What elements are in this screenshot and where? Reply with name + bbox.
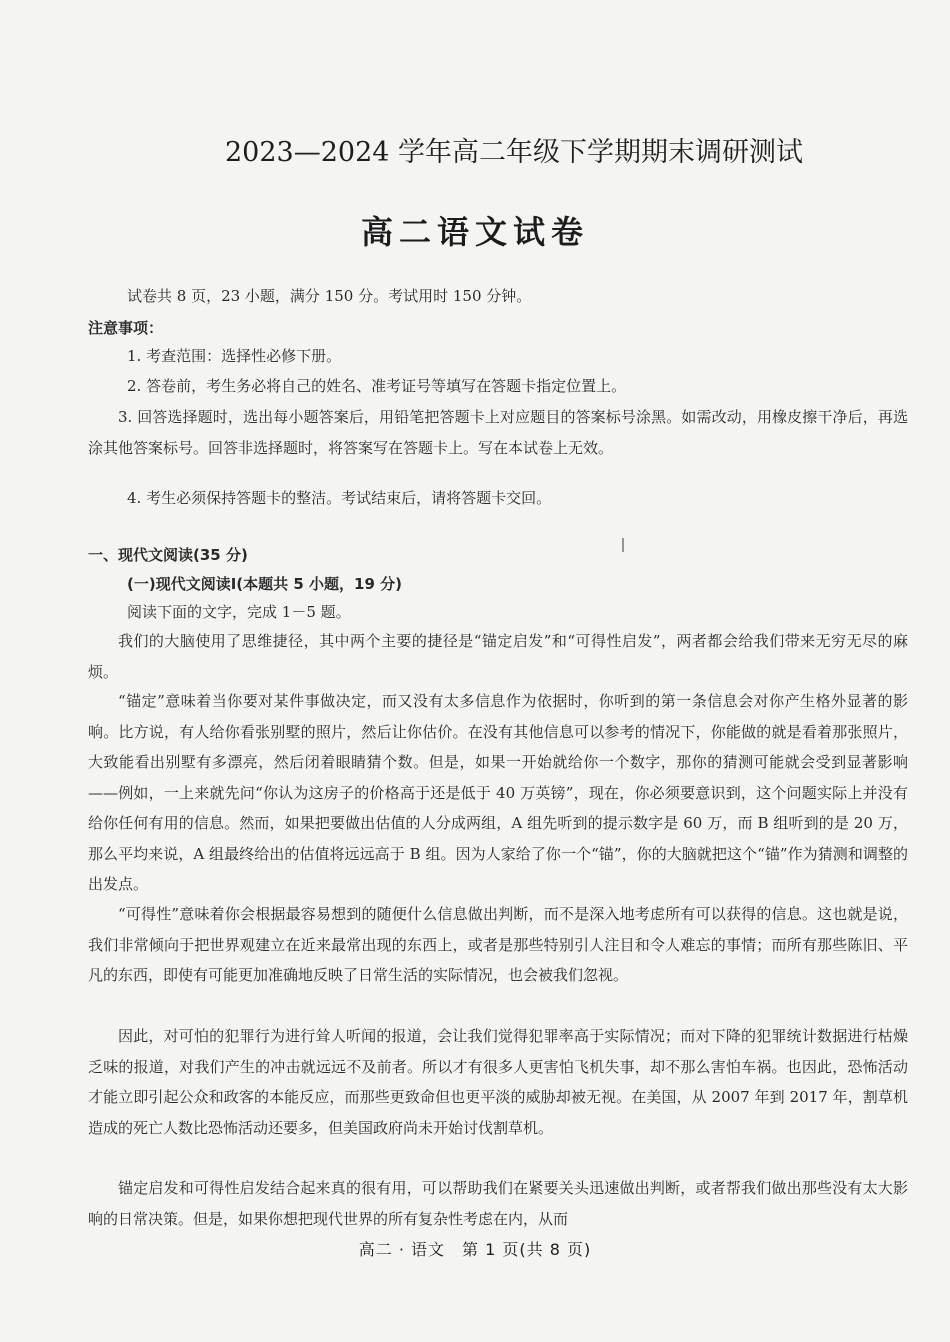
scan-speck	[622, 538, 624, 552]
reading-paragraph: “锚定”意味着当你要对某件事做决定，而又没有太多信息作为依据时，你听到的第一条信息会对你产生格外显著的影响。比方说，有人给你看张别墅的照片，然后让你估价。在没有其他信息可以参考的情况下，你能做的就是看着那张照片，大致能看出别墅有多漂亮，然后闭着眼睛猜个数。但是，如果一开始就给你一个数字，那你的猜测可能就会受到显著影响——例如，一上来就先问“你认为这房子的价格高于还是低于 40 万英镑”，现在，你必须要意识到，这个问题实际上并没有给你任何有用的信息。然而，如果把要做出估值的人分成两组，A 组先听到的提示数字是 60 万，而 B 组听到的是 20 万，那么平均来说，A 组最终给出的估值将远远高于 B 组。因为人家给了你一个“锚”，你的大脑就把这个“锚”作为猜测和调整的出发点。	[88, 692, 908, 893]
reading-paragraph: “可得性”意味着你会根据最容易想到的随便什么信息做出判断，而不是深入地考虑所有可以获得的信息。这也就是说，我们非常倾向于把世界观建立在近来最常出现的东西上，或者是那些特别引人注目和令人难忘的事情；而所有那些陈旧、平凡的东西，即使有可能更加准确地反映了日常生活的实际情况，也会被我们忽视。	[88, 905, 908, 984]
notice-item: 1. 考查范围：选择性必修下册。	[127, 347, 342, 365]
reading-paragraph: 因此，对可怕的犯罪行为进行耸人听闻的报道，会让我们觉得犯罪率高于实际情况；而对下降的犯罪统计数据进行枯燥乏味的报道，对我们产生的冲击就远远不及前者。所以才有很多人更害怕飞机失事，却不那么害怕车祸。也因此，恐怖活动才能立即引起公众和政客的本能反应，而那些更致命但也更平淡的威胁却被无视。在美国，从 2007 年到 2017 年，割草机造成的死亡人数比恐怖活动还要多，但美国政府尚未开始讨伐割草机。	[88, 1027, 908, 1137]
reading-paragraph: 我们的大脑使用了思维捷径，其中两个主要的捷径是“锚定启发”和“可得性启发”，两者都会给我们带来无穷无尽的麻烦。	[88, 632, 908, 681]
paper-title: 高二语文试卷	[360, 213, 589, 251]
notice-heading: 注意事项：	[88, 319, 164, 337]
notice-item: 4. 考生必须保持答题卡的整洁。考试结束后，请将答题卡交回。	[127, 489, 552, 507]
exam-intro: 试卷共 8 页，23 小题，满分 150 分。考试用时 150 分钟。	[127, 287, 532, 305]
section-heading: 一、现代文阅读(35 分)	[88, 546, 248, 564]
reading-instruction: 阅读下面的文字，完成 1－5 题。	[127, 603, 351, 621]
section-subheading: (一)现代文阅读Ⅰ(本题共 5 小题，19 分)	[127, 575, 402, 593]
exam-title: 2023—2024 学年高二年级下学期期末调研测试	[225, 137, 804, 168]
notice-item: 2. 答卷前，考生务必将自己的姓名、准考证号等填写在答题卡指定位置上。	[127, 377, 627, 395]
reading-paragraph: 锚定启发和可得性启发结合起来真的很有用，可以帮助我们在紧要关头迅速做出判断，或者帮我们做出那些没有太大影响的日常决策。但是，如果你想把现代世界的所有复杂性考虑在内，从而	[88, 1179, 908, 1228]
notice-item: 3. 回答选择题时，选出每小题答案后，用铅笔把答题卡上对应题目的答案标号涂黑。如需改动，用橡皮擦干净后，再选涂其他答案标号。回答非选择题时，将答案写在答题卡上。写在本试卷上无效。	[88, 408, 908, 457]
page-footer: 高二 · 语文 第 1 页(共 8 页)	[358, 1240, 592, 1259]
